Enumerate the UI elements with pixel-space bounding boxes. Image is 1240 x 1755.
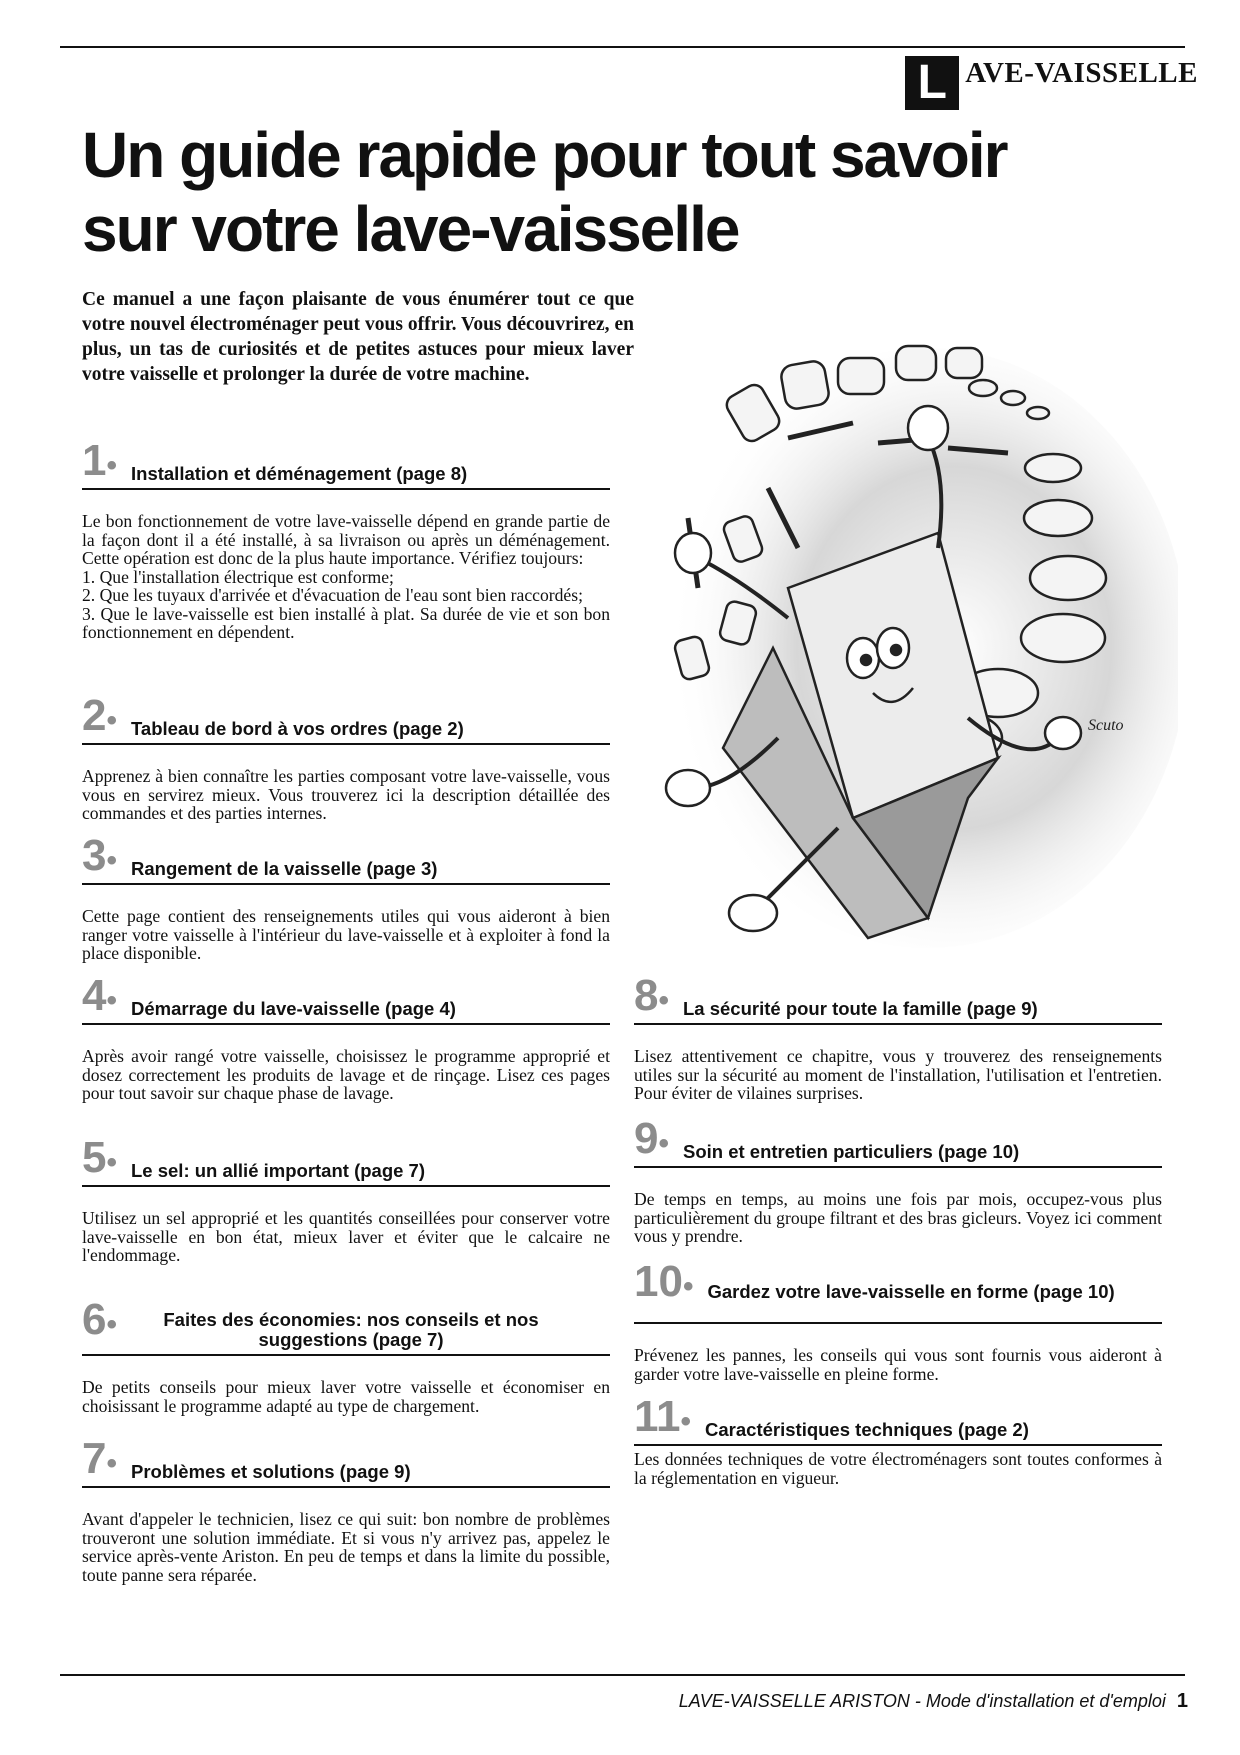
intro-paragraph: Ce manuel a une façon plaisante de vous énumérer tout ce que votre nouvel électroménager peut vous offrir. Vous découvrirez, en plus, un tas de curiosités et de petites astuces pour mieux laver votre vaisselle et prolonger la durée de votre machine. <box>82 289 634 385</box>
section-1-text: Le bon fonctionnement de votre lave-vaisselle dépend en grande partie de la façon dont il a été installé, à sa livraison ou après un déménagement. Cette opération est donc de la plus haute importance. Vérifiez toujours: <box>82 511 610 568</box>
header-drop-letter: L <box>905 56 959 110</box>
section-1 <box>82 436 610 642</box>
section-4-text: Après avoir rangé votre vaisselle, choisissez le programme approprié et dosez correctement les produits de lavage et de rinçage. Lisez ces pages pour tout savoir sur chaque phase de lavage. <box>82 1046 610 1103</box>
section-8-number: 8• <box>634 971 669 1020</box>
section-3 <box>82 831 610 963</box>
illustration-signature: Scuto <box>1088 717 1124 734</box>
section-10-body <box>634 1346 1162 1383</box>
section-3-body <box>82 907 610 963</box>
section-11-text: Les données techniques de votre électroménagers sont toutes conformes à la réglementation en vigueur. <box>634 1449 1162 1488</box>
section-1-body <box>82 512 610 642</box>
section-5-number: 5• <box>82 1133 117 1182</box>
section-5-heading <box>82 1133 610 1187</box>
page-title-line-2: sur votre lave-vaisselle <box>82 193 739 265</box>
section-2-number: 2• <box>82 691 117 740</box>
section-7-title: Problèmes et solutions (page 9) <box>131 1461 411 1482</box>
section-9-number: 9• <box>634 1114 669 1163</box>
section-5-text: Utilisez un sel approprié et les quantités conseillées pour conserver votre lave-vaisselle en bon état, mieux laver et éviter que le calcaire ne l'endommage. <box>82 1208 610 1265</box>
section-9-text: De temps en temps, au moins une fois par mois, occupez-vous plus particulièrement du groupe filtrant et des bras gicleurs. Voyez ici comment vous y prendre. <box>634 1189 1162 1246</box>
section-9 <box>634 1114 1162 1246</box>
top-rule <box>60 46 1185 48</box>
section-4-heading <box>82 971 610 1025</box>
section-5-body <box>82 1209 610 1265</box>
section-5 <box>82 1133 610 1265</box>
section-5-title: Le sel: un allié important (page 7) <box>131 1160 425 1181</box>
section-9-heading <box>634 1114 1162 1168</box>
section-7-text: Avant d'appeler le technicien, lisez ce qui suit: bon nombre de problèmes trouveront une solution immédiate. Et si vous n'y arrivez pas, appelez le service après-vente Ariston. En peu de temps et dans la limite du possible, toute panne sera réparée. <box>82 1509 610 1585</box>
section-10-text: Prévenez les pannes, les conseils qui vous sont fournis vous aideront à garder votre lave-vaisselle en pleine forme. <box>634 1345 1162 1384</box>
section-10-title: Gardez votre lave-vaisselle en forme (page 10) <box>707 1281 1115 1302</box>
section-8-text: Lisez attentivement ce chapitre, vous y trouverez des renseignements utiles sur la sécurité au moment de l'installation, l'utilisation et l'entretien. Pour éviter de vilaines surprises. <box>634 1046 1162 1103</box>
dishwasher-cartoon-illustration <box>638 318 1178 963</box>
section-8-heading <box>634 971 1162 1025</box>
page-title <box>82 118 1182 266</box>
section-3-number: 3• <box>82 831 117 880</box>
section-11-title: Caractéristiques techniques (page 2) <box>705 1419 1029 1440</box>
header-tag <box>905 56 1198 110</box>
section-6 <box>82 1296 610 1415</box>
section-4-title: Démarrage du lave-vaisselle (page 4) <box>131 998 456 1019</box>
section-3-heading <box>82 831 610 885</box>
bottom-rule <box>60 1674 1185 1676</box>
section-11 <box>634 1392 1162 1488</box>
section-2-text: Apprenez à bien connaître les parties composant votre lave-vaisselle, vous vous en servirez mieux. Vous trouverez ici la description détaillée des commandes et des parties internes. <box>82 766 610 823</box>
section-10-number: 10• <box>634 1257 694 1306</box>
section-8-body <box>634 1047 1162 1103</box>
footer-text: LAVE-VAISSELLE ARISTON - Mode d'installation et d'emploi <box>678 1691 1166 1711</box>
section-8-title: La sécurité pour toute la famille (page 9) <box>683 998 1038 1019</box>
section-2-title: Tableau de bord à vos ordres (page 2) <box>131 718 464 739</box>
section-6-text: De petits conseils pour mieux laver votre vaisselle et économiser en choisissant le programme adapté au type de chargement. <box>82 1377 610 1416</box>
section-7-heading <box>82 1434 610 1488</box>
section-4-body <box>82 1047 610 1103</box>
section-11-number: 11• <box>634 1392 692 1441</box>
section-9-body <box>634 1190 1162 1246</box>
section-9-title: Soin et entretien particuliers (page 10) <box>683 1141 1020 1162</box>
section-1-heading <box>82 436 610 490</box>
section-8 <box>634 971 1162 1103</box>
section-6-title: Faites des économies: nos conseils et nos suggestions (page 7) <box>163 1309 539 1350</box>
section-7 <box>82 1434 610 1585</box>
section-1-number: 1• <box>82 436 117 485</box>
section-7-body <box>82 1510 610 1584</box>
section-1-check-1: 1. Que l'installation électrique est conforme; <box>82 566 394 587</box>
section-3-title: Rangement de la vaisselle (page 3) <box>131 858 438 879</box>
section-6-heading <box>82 1296 610 1356</box>
page-title-line-1: Un guide rapide pour tout savoir <box>82 119 1007 191</box>
page-footer <box>679 1690 1188 1713</box>
section-2 <box>82 691 610 823</box>
section-7-number: 7• <box>82 1434 117 1483</box>
page-number: 1 <box>1176 1690 1188 1712</box>
section-11-heading <box>634 1392 1162 1446</box>
section-1-check-2: 2. Que les tuyaux d'arrivée et d'évacuation de l'eau sont bien raccordés; <box>82 585 583 605</box>
section-6-number: 6• <box>82 1295 117 1344</box>
section-1-title: Installation et déménagement (page 8) <box>131 463 468 484</box>
section-1-check-3: 3. Que le lave-vaisselle est bien installé à plat. Sa durée de vie et son bon fonctionnement en dépendent. <box>82 603 610 642</box>
section-4 <box>82 971 610 1103</box>
section-2-heading <box>82 691 610 745</box>
section-2-body <box>82 767 610 823</box>
header-label: AVE-VAISSELLE <box>965 57 1198 89</box>
section-10 <box>634 1257 1162 1384</box>
section-11-body <box>634 1450 1162 1487</box>
section-3-text: Cette page contient des renseignements utiles qui vous aideront à bien ranger votre vaisselle à l'intérieur du lave-vaisselle et à exploiter à fond la place disponible. <box>82 906 610 963</box>
section-10-heading <box>634 1257 1162 1324</box>
section-4-number: 4• <box>82 971 117 1020</box>
section-6-body <box>82 1378 610 1415</box>
